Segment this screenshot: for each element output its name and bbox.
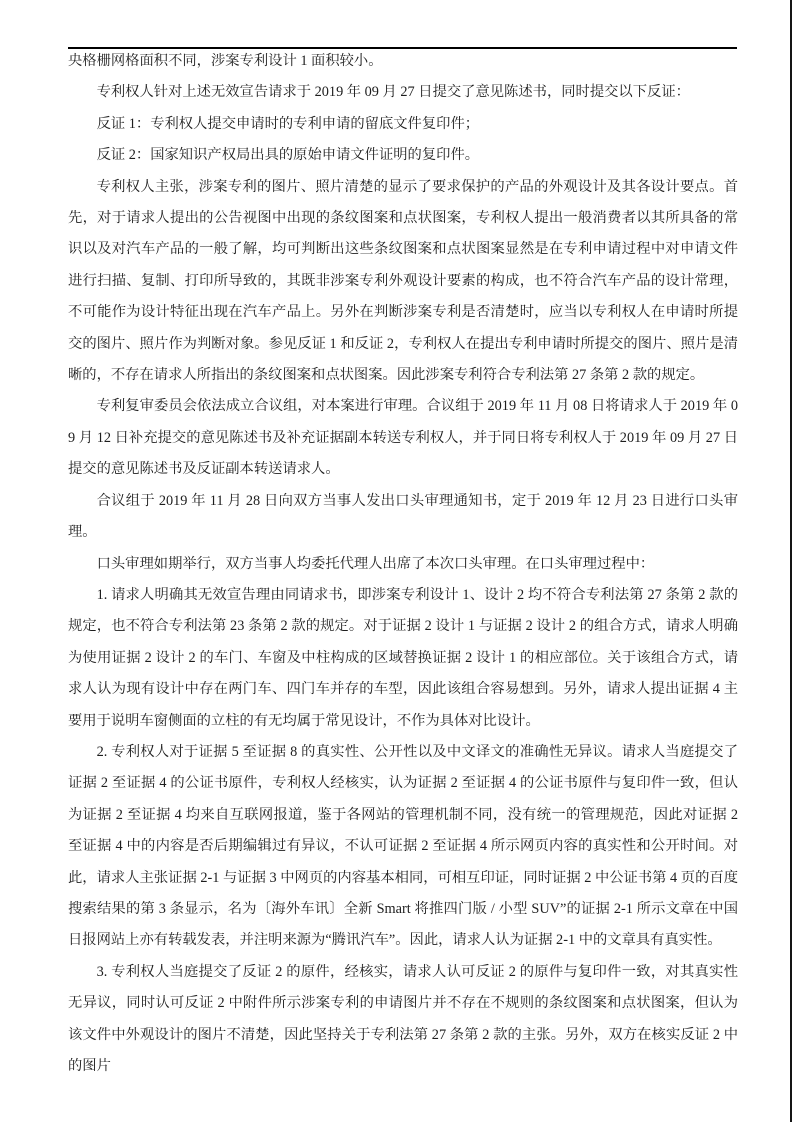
scan-edge-line: [790, 0, 792, 1122]
paragraph: 央格栅网格面积不同，涉案专利设计 1 面积较小。: [68, 53, 383, 69]
paragraph: 1. 请求人明确其无效宣告理由同请求书，即涉案专利设计 1、设计 2 均不符合专利法第 27 条第 2 款的规定，也不符合专利法第 23 条第 2 款的规定。对于证据 2 设计 1 与证据 2 设计 2 的组合方式，请求人明确为使用证据 2 设计 2 的车门、车窗及中柱构成的区域替换证据 2 设计 1 的相应部位。关于该组合方式，请求人认为现有设计中存在两门车、四门车并存的车型，因此该组合容易想到。另外，请求人提出证据 4 主要用于说明车窗侧面的立柱的有无均属于常见设计，不作为具体对比设计。: [68, 586, 738, 729]
paragraph: 3. 专利权人当庭提交了反证 2 的原件，经核实，请求人认可反证 2 的原件与复印件一致，对其真实性无异议，同时认可反证 2 中附件所示涉案专利的申请图片并不存在不规则的条纹图案和点状图案，但认为该文件中外观设计的图片不清楚，因此坚持关于专利法第 27 条第 2 款的主张。另外，双方在核实反证 2 中的图片: [68, 963, 738, 1074]
paragraph: 专利复审委员会依法成立合议组，对本案进行审理。合议组于 2019 年 11 月 08 日将请求人于 2019 年 09 月 12 日补充提交的意见陈述书及补充证据副本转送专利权人，并于同日将专利权人于 2019 年 09 月 27 日提交的意见陈述书及反证副本转送请求人。: [68, 398, 738, 478]
paragraph: 2. 专利权人对于证据 5 至证据 8 的真实性、公开性以及中文译文的准确性无异议。请求人当庭提交了证据 2 至证据 4 的公证书原件，专利权人经核实，认为证据 2 至证据 4 的公证书原件与复印件一致，但认为证据 2 至证据 4 均来自互联网报道，鉴于各网站的管理机制不同，没有统一的管理规范，因此对证据 2 至证据 4 中的内容是否后期编辑过有异议，不认可证据 2 至证据 4 所示网页内容的真实性和公开时间。对此，请求人主张证据 2-1 与证据 3 中网页的内容基本相同，可相互印证，同时证据 2 中公证书第 4 页的百度搜索结果的第 3 条显示，名为〔海外车讯〕全新 Smart 将推四门版 / 小型 SUV”的证据 2-1 所示文章在中国日报网站上亦有转载发表，并注明来源为“腾讯汽车”。因此，请求人认为证据 2-1 中的文章具有真实性。: [68, 743, 738, 949]
paragraph: 反证 1：专利权人提交申请时的专利申请的留底文件复印件；: [96, 115, 480, 132]
document-body: [68, 46, 738, 1082]
paragraph: 口头审理如期举行，双方当事人均委托代理人出席了本次口头审理。在口头审理过程中：: [96, 555, 655, 572]
paragraph: 专利权人主张，涉案专利的图片、照片清楚的显示了要求保护的产品的外观设计及其各设计要点。首先，对于请求人提出的公告视图中出现的条纹图案和点状图案，专利权人提出一般消费者以其所具备的常识以及对汽车产品的一般了解，均可判断出这些条纹图案和点状图案显然是在专利申请过程中对申请文件进行扫描、复制、打印所导致的，其既非涉案专利外观设计要素的构成，也不符合汽车产品的设计常理，不可能作为设计特征出现在汽车产品上。另外在判断涉案专利是否清楚时，应当以专利权人在申请时所提交的图片、照片作为判断对象。参见反证 1 和反证 2，专利权人在提出专利申请时所提交的图片、照片是清晰的，不存在请求人所指出的条纹图案和点状图案。因此涉案专利符合专利法第 27 条第 2 款的规定。: [68, 178, 738, 384]
paragraph: 反证 2：国家知识产权局出具的原始申请文件证明的复印件。: [96, 147, 480, 164]
paragraph: 专利权人针对上述无效宣告请求于 2019 年 09 月 27 日提交了意见陈述书，同时提交以下反证：: [96, 84, 690, 101]
paragraph: 合议组于 2019 年 11 月 28 日向双方当事人发出口头审理通知书，定于 2019 年 12 月 23 日进行口头审理。: [68, 492, 738, 541]
